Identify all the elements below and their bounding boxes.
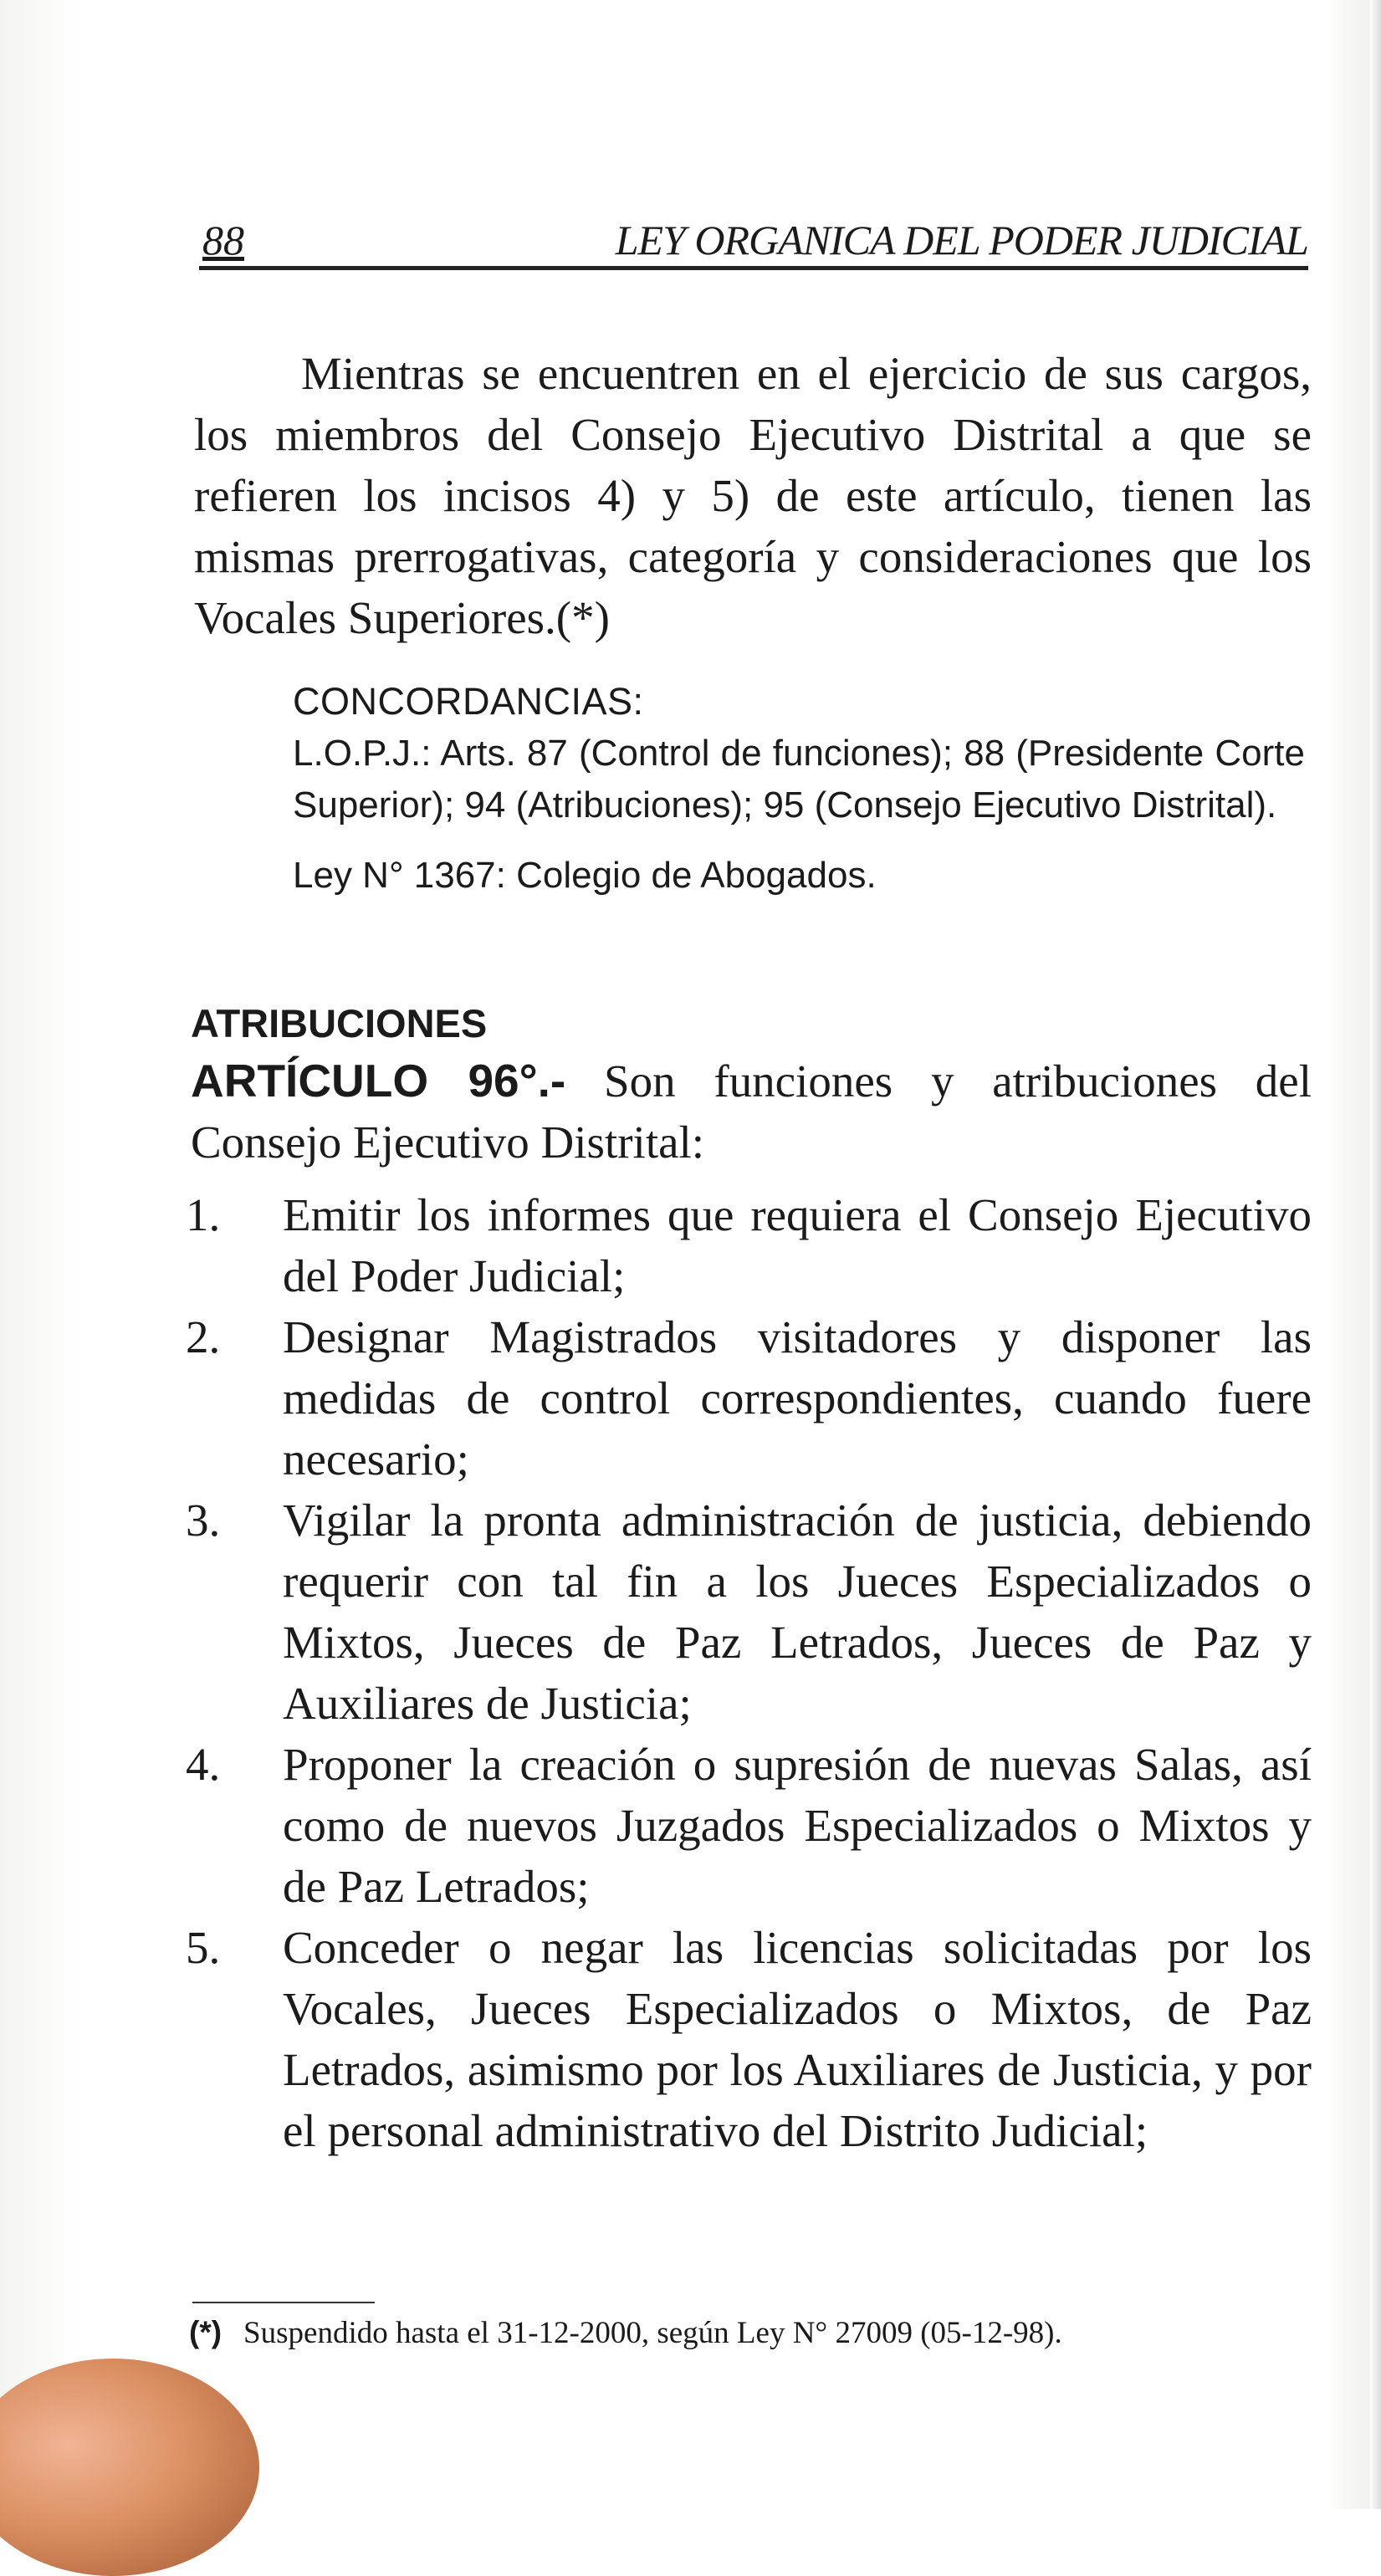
footnote-mark: (*) [189, 2315, 222, 2349]
concordancias-block [293, 676, 1305, 902]
concordancias-law: Ley N° 1367: Colegio de Abogados. [293, 855, 877, 896]
footnote [189, 2312, 1314, 2354]
list-item [186, 1734, 1312, 1917]
item-number: 4. [186, 1739, 221, 1790]
running-title: LEY ORGANICA DEL PODER JUDICIAL [615, 217, 1308, 263]
finger-thumb [0, 2359, 259, 2576]
footnote-divider [192, 2302, 375, 2303]
item-number: 5. [186, 1922, 221, 1973]
page-edge-shadow [1369, 0, 1381, 2509]
article-96 [191, 1050, 1312, 1173]
item-text: Proponer la creación o supresión de nuevas Salas, así como de nuevos Juzgados Especializados o Mixtos y de Paz Letrados; [283, 1739, 1312, 1912]
list-item [186, 1917, 1312, 2161]
article-intro: Son funciones y atribuciones del Consejo Ejecutivo Distrital: [191, 1055, 1312, 1168]
section-title: ATRIBUCIONES [191, 1001, 488, 1045]
footnote-text: Suspendido hasta el 31-12-2000, según Ley N° 27009 (05-12-98). [243, 2316, 1062, 2350]
list-item [186, 1306, 1312, 1490]
item-number: 2. [186, 1311, 221, 1362]
item-number: 1. [186, 1189, 221, 1240]
list-item [186, 1184, 1312, 1306]
list-item [186, 1490, 1312, 1734]
item-text: Conceder o negar las licencias solicitadas por los Vocales, Jueces Especializados o Mixtos, de Paz Letrados, asimismo por los Auxiliares de Justicia, y por el personal administrativo del Distrito Judicial; [283, 1922, 1312, 2156]
paragraph-prerogatives: Mientras se encuentren en el ejercicio de sus cargos, los miembros del Consejo Ejecutivo Distrital a que se refieren los incisos 4) y 5) de este artículo, tienen las mismas prerrogativas, categoría y consideraciones que los Vocales Superiores.(*) [194, 348, 1312, 643]
article-heading: ARTÍCULO 96°.- [191, 1055, 566, 1107]
page-number: 88 [202, 217, 244, 263]
attributions-list [186, 1184, 1312, 2161]
item-text: Designar Magistrados visitadores y disponer las medidas de control correspondientes, cuando fuere necesario; [283, 1311, 1312, 1485]
concordancias-title: CONCORDANCIAS: [293, 680, 644, 723]
page-header [199, 216, 1308, 270]
item-number: 3. [186, 1495, 221, 1546]
concordancias-text: L.O.P.J.: Arts. 87 (Control de funciones); 88 (Presidente Corte Superior); 94 (Atribuciones); 95 (Consejo Ejecutivo Distrital). [293, 733, 1305, 825]
item-text: Emitir los informes que requiera el Consejo Ejecutivo del Poder Judicial; [283, 1189, 1312, 1301]
item-text: Vigilar la pronta administración de justicia, debiendo requerir con tal fin a los Jueces Especializados o Mixtos, Jueces de Paz Letrados, Jueces de Paz y Auxiliares de Justicia; [283, 1495, 1312, 1729]
